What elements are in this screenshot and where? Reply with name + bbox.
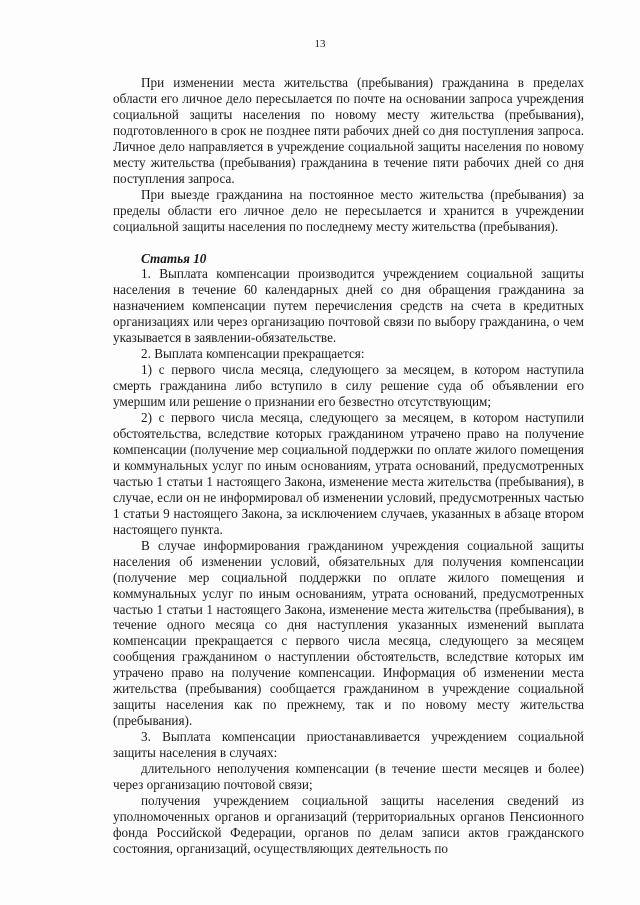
paragraph: 2) с первого числа месяца, следующего за месяцем, в котором наступили обстоятельства, вследствие которых гражданином утрачено право на получение компенсации (получение мер социальной поддержки по оплате жилого помещения и коммунальных услуг по иным основаниям, утрата оснований, предусмотренных частью 1 статьи 1 настоящего Закона, изменение места жительства (пребывания), в случае, если он не информировал об изменении условий, предусмотренных частью 1 статьи 9 настоящего Закона, за исключением случаев, указанных в абзаце втором настоящего пункта.: [113, 410, 584, 537]
paragraph: длительного неполучения компенсации (в течение шести месяцев и более) через организацию почтовой связи;: [113, 761, 584, 792]
article-heading: Статья 10: [141, 250, 207, 266]
paragraph: 3. Выплата компенсации приостанавливается учреждением социальной защиты населения в случаях:: [113, 729, 584, 761]
paragraph: 1) с первого числа месяца, следующего за месяцем, в котором наступила смерть гражданина либо вступило в силу решение суда об объявлении его умершим или решение о признании его безвестно отсутствующим;: [113, 362, 584, 410]
page-number: 13: [314, 38, 326, 50]
paragraph: 1. Выплата компенсации производится учреждением социальной защиты населения в течение 60 календарных дней со дня обращения гражданина за назначением компенсации путем перечисления средств на счета в кредитных организациях или через организацию почтовой связи по выбору гражданина, о чем указывается в заявлении-обязательстве.: [113, 266, 584, 346]
document-body: [113, 75, 584, 857]
paragraph: получения учреждением социальной защиты населения сведений из уполномоченных органов и организаций (территориальных органов Пенсионного фонда Российской Федерации, органов по делам записи актов гражданского состояния, организаций, осуществляющих деятельность по: [113, 792, 584, 856]
paragraph: При выезде гражданина на постоянное место жительства (пребывания) за пределы области его личное дело не пересылается и хранится в учреждении социальной защиты населения по последнему месту жительства (пребывания).: [113, 186, 584, 234]
paragraph: 2. Выплата компенсации прекращается:: [141, 346, 365, 362]
paragraph: В случае информирования гражданином учреждения социальной защиты населения об изменении условий, обязательных для получения компенсации (получение мер социальной поддержки по оплате жилого помещения и коммунальных услуг по иным основаниям, утрата оснований, предусмотренных частью 1 статьи 1 настоящего Закона, изменение места жительства (пребывания), в течение одного месяца со дня наступления указанных изменений выплата компенсации прекращается с первого числа месяца, следующего за месяцем сообщения гражданином о наступлении обстоятельств, вследствие которых им утрачено право на получение компенсации. Информация об изменении места жительства (пребывания) сообщается гражданином в учреждение социальной защиты населения как по прежнему, так и по новому месту жительства (пребывания).: [113, 537, 584, 729]
paragraph: При изменении места жительства (пребывания) гражданина в пределах области его личное дело пересылается по почте на основании запроса учреждения социальной защиты населения по новому месту жительства (пребывания), подготовленного в срок не позднее пяти рабочих дней со дня поступления запроса. Личное дело направляется в учреждение социальной защиты населения по новому месту жительства (пребывания) гражданина в течение пяти рабочих дней со дня поступления запроса.: [113, 75, 584, 186]
